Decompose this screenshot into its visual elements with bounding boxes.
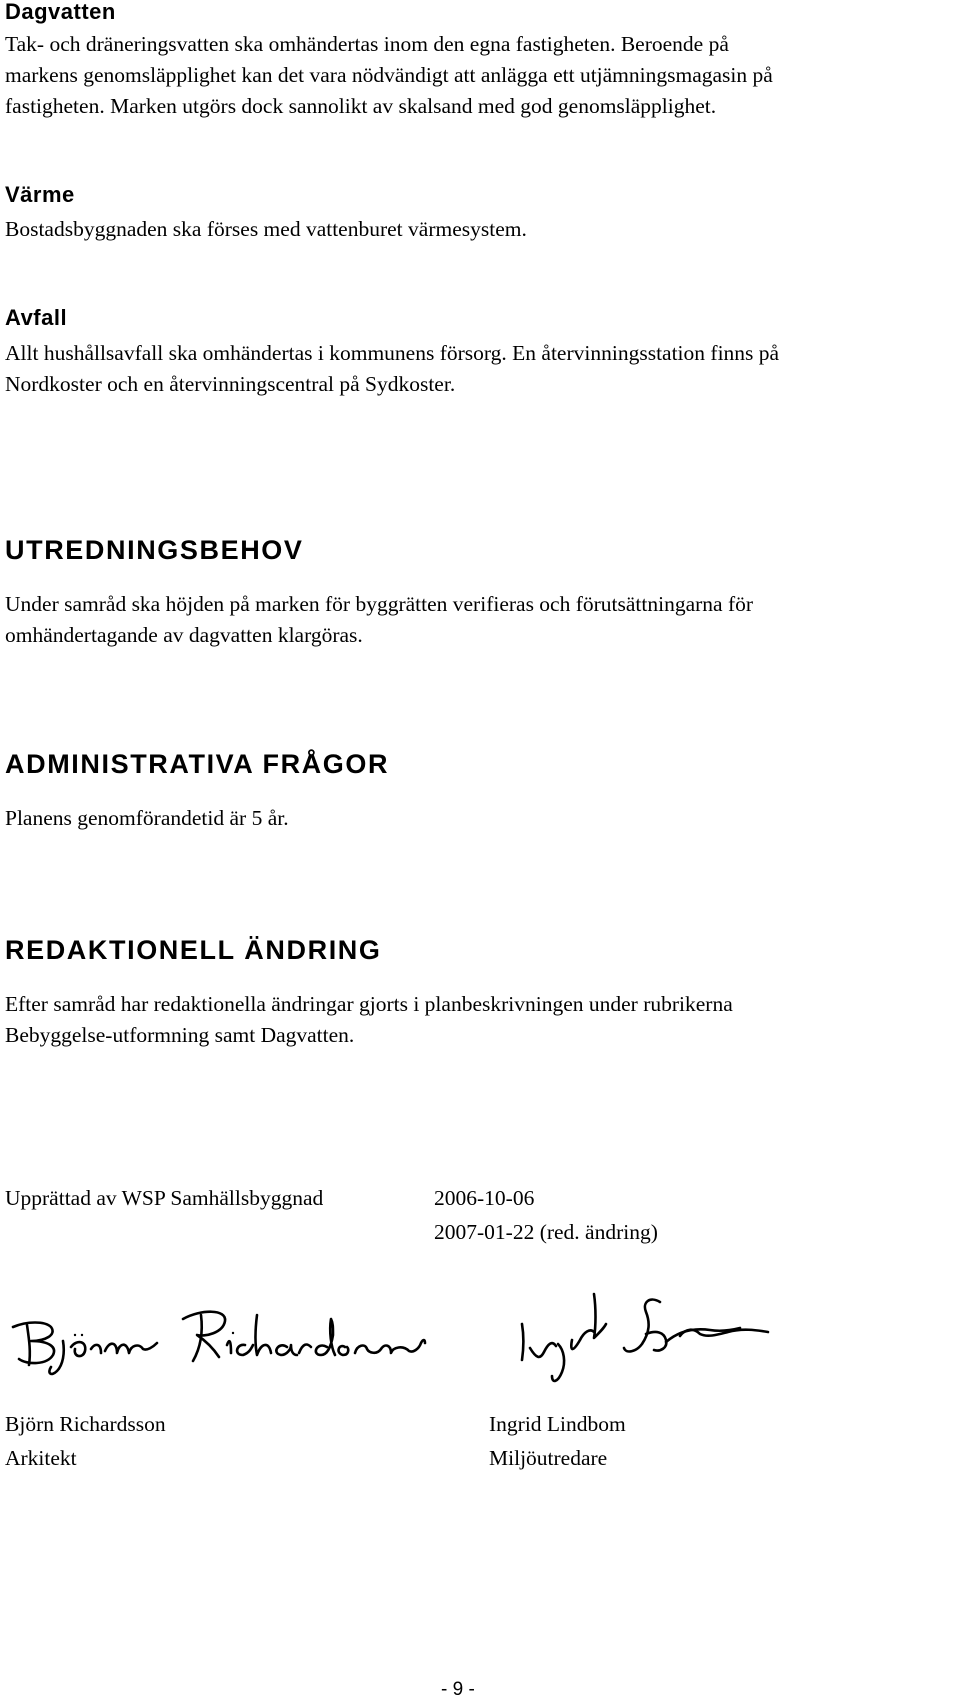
page-number-text: - 9 - [441,1679,475,1700]
text-line: Tak- och dräneringsvatten ska omhändertas inom den egna fastigheten. Beroende på [5,32,729,56]
signatory-name: Björn Richardsson [5,1412,166,1436]
heading-redaktionell-andring: REDAKTIONELL ÄNDRING [5,935,382,965]
signatory-name: Ingrid Lindbom [489,1412,626,1436]
section-utredningsbehov [5,535,955,565]
paragraph-avfall [5,338,955,400]
section-redaktionell-andring [5,935,955,965]
heading-dagvatten: Dagvatten [5,0,116,24]
section-dagvatten [5,0,955,24]
signatory-title: Arkitekt [5,1446,77,1470]
handwritten-signature-icon [5,1295,455,1380]
heading-utredningsbehov: UTREDNINGSBEHOV [5,535,304,565]
text-line: omhändertagande av dagvatten klargöras. [5,623,363,647]
heading-administrativa-fragor: ADMINISTRATIVA FRÅGOR [5,749,390,779]
page-number [441,1679,475,1701]
paragraph-administrativa-fragor [5,803,955,834]
signature-bjorn-richardsson [5,1295,455,1380]
text-line: Nordkoster och en återvinningscentral på Sydkoster. [5,372,456,396]
text-line: Efter samråd har redaktionella ändringar gjorts i planbeskrivningen under rubrikerna [5,992,733,1016]
text-line: Under samråd ska höjden på marken för byggrätten verifieras och förutsättningarna för [5,592,754,616]
paragraph-utredningsbehov [5,589,955,651]
signatory-ingrid [489,1407,626,1475]
text-line: Planens genomförandetid är 5 år. [5,806,289,830]
paragraph-varme [5,214,955,245]
section-varme [5,183,955,207]
signatory-bjorn [5,1407,166,1475]
text-line: Allt hushållsavfall ska omhändertas i kommunens försorg. En återvinningsstation finns på [5,341,780,365]
prepared-by [5,1181,323,1215]
prepared-by-text: Upprättad av WSP Samhällsbyggnad [5,1186,324,1210]
heading-avfall: Avfall [5,305,68,330]
section-avfall [5,306,955,330]
heading-varme: Värme [5,182,75,207]
prepared-date-original: 2006-10-06 [434,1186,535,1210]
text-line: Bebyggelse-utformning samt Dagvatten. [5,1023,355,1047]
text-line: Bostadsbyggnaden ska förses med vattenburet värmesystem. [5,217,527,241]
paragraph-dagvatten [5,29,955,122]
prepared-date-revised: 2007-01-22 (red. ändring) [434,1220,658,1244]
paragraph-redaktionell-andring [5,989,955,1051]
signatory-title: Miljöutredare [489,1446,608,1470]
prepared-dates [434,1181,658,1249]
section-administrativa-fragor [5,749,955,779]
handwritten-signature-icon [510,1288,840,1388]
text-line: fastigheten. Marken utgörs dock sannolikt av skalsand med god genomsläpplighet. [5,94,717,118]
signature-ingrid-lindbom [510,1288,840,1388]
text-line: markens genomsläpplighet kan det vara nödvändigt att anlägga ett utjämningsmagasin på [5,63,773,87]
